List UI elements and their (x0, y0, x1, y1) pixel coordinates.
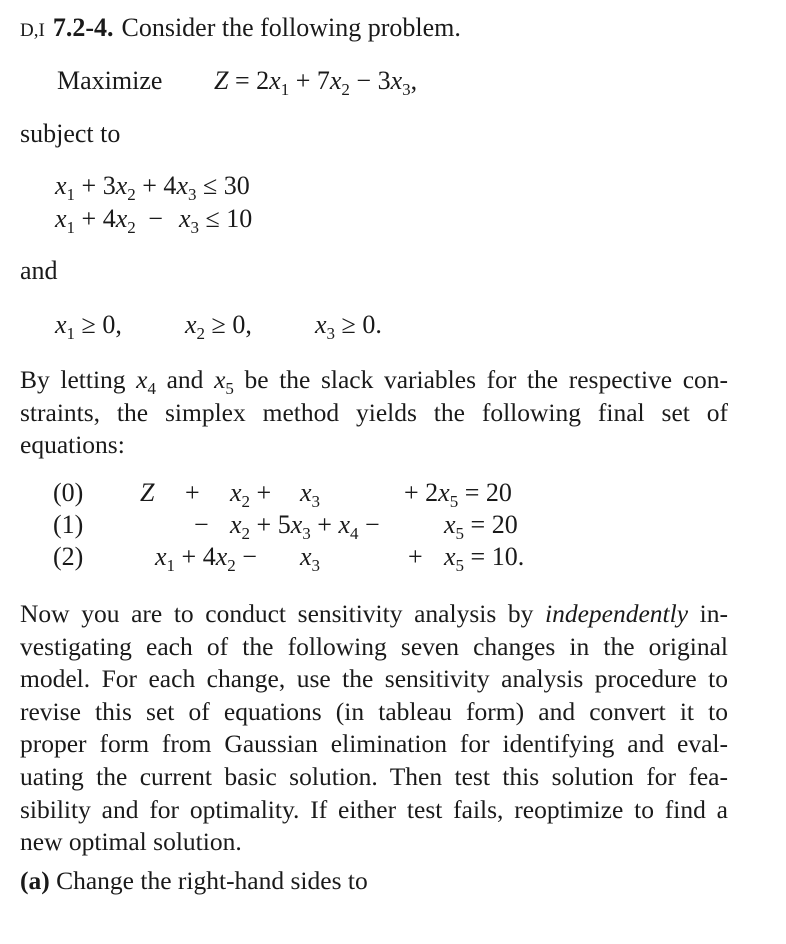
eq-label-0: (0) (53, 478, 84, 507)
problem-number: 7.2-4. (52, 13, 114, 42)
nonneg-x1: $x_1 \ge 0$, (55, 310, 122, 343)
emphasis-independently: independently (545, 599, 689, 628)
slack-paragraph: By letting $x_4$ and $x_5$ be the slack variables for the respective con- straints, the simplex method yields the following final set of equations: (20, 365, 729, 460)
nonneg-x2: $x_2 \ge 0$, (185, 310, 252, 343)
subject-to-label: subject to (20, 119, 121, 148)
and-label: and (20, 256, 58, 285)
eq-rhs-2: 10. (491, 542, 525, 571)
objective-label: Maximize (57, 66, 163, 95)
eq-rhs-0: 20 (485, 478, 512, 507)
eq-rhs-1: 20 (491, 510, 518, 539)
problem-intro: Consider the following problem. (121, 13, 461, 42)
nonneg-x3: $x_3 \ge 0$. (315, 310, 382, 343)
eq-label-2: (2) (53, 542, 84, 571)
part-a-label: (a) (20, 866, 50, 895)
constraint-1: $x_1 + 3x_2 + 4x_3 \le 30$ (55, 171, 250, 204)
constraint-2: $x_1 + 4x_2 - x_3 \le 10$ (55, 204, 253, 237)
eq-label-1: (1) (53, 510, 84, 539)
objective-function: $Z = 2x_1 + 7x_2 - 3x_3$, (214, 66, 418, 99)
part-a (20, 868, 368, 894)
problem-tag: D,I (20, 20, 45, 41)
problem-header (20, 15, 461, 41)
part-a-text: Change the right-hand sides to (56, 866, 368, 895)
instructions-paragraph: Now you are to conduct sensitivity analysis by independently in- vestigating each of the following seven changes in the original model. For each change, use the sensitivity analysis procedure to revise this set of equations (in tableau form) and convert it to proper form from Gaussian elimination for identifying and eval- uating the current basic solution. Then test this solution for fea- sibility and for optimality. If either test fails, reoptimize to find a new optimal solution. (20, 599, 728, 857)
